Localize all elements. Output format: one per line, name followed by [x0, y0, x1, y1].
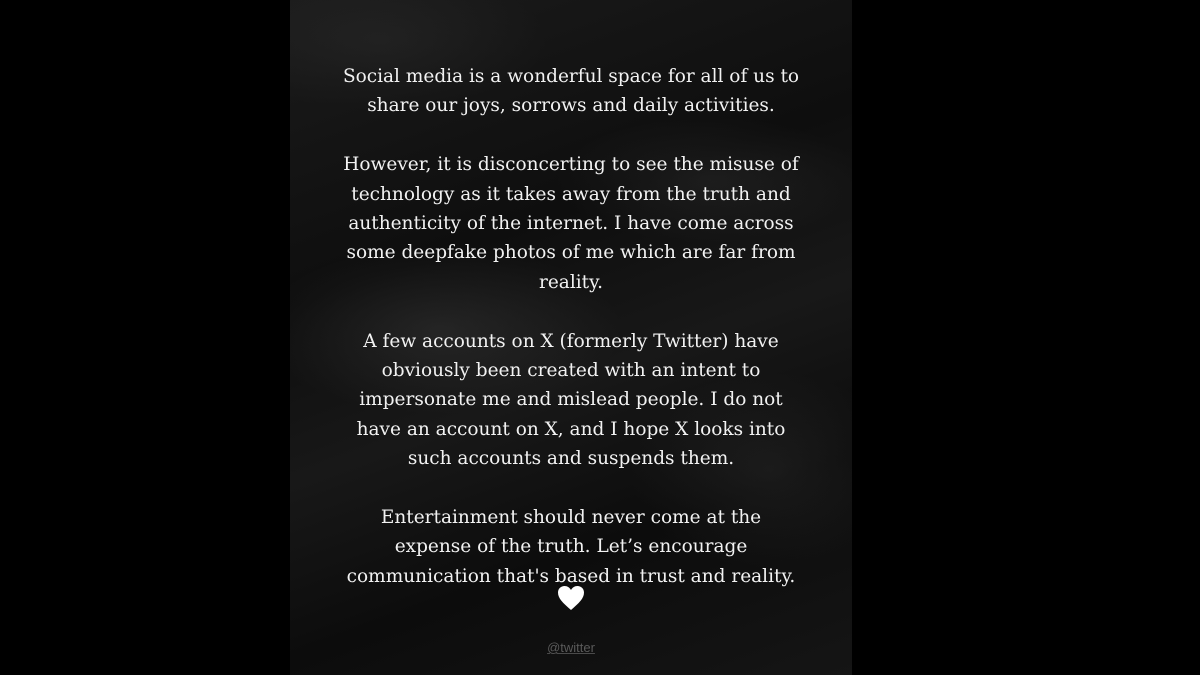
paragraph-2 — [290, 150, 852, 297]
paragraph-3 — [290, 327, 852, 474]
paragraph-4 — [290, 503, 852, 591]
mention-tag[interactable]: @twitter — [547, 640, 595, 655]
text-line: some deepfake photos of me which are far from — [346, 242, 796, 264]
text-line: authenticity of the internet. I have come across — [348, 213, 794, 235]
paragraph-1 — [290, 62, 852, 121]
text-line: reality. — [539, 271, 603, 293]
text-line: expense of the truth. Let’s encourage — [394, 536, 748, 558]
text-line: such accounts and suspends them. — [407, 448, 735, 470]
text-line: However, it is disconcerting to see the misuse of — [343, 154, 799, 176]
text-line: Social media is a wonderful space for all of us to — [342, 66, 800, 87]
heart-emoji — [290, 585, 852, 616]
text-line: A few accounts on X (formerly Twitter) have — [363, 330, 779, 352]
text-line: obviously been created with an intent to — [381, 360, 761, 382]
story-message — [290, 62, 852, 621]
white-heart-icon — [557, 585, 585, 611]
text-line: impersonate me and mislead people. I do not — [359, 389, 783, 411]
text-line: communication that's based in trust and reality. — [346, 565, 796, 587]
text-line: technology as it takes away from the truth and — [351, 183, 791, 205]
text-line: have an account on X, and I hope X looks into — [356, 418, 786, 440]
story-card — [290, 0, 852, 675]
text-line: Entertainment should never come at the — [380, 507, 762, 529]
text-line: share our joys, sorrows and daily activities. — [367, 95, 775, 117]
